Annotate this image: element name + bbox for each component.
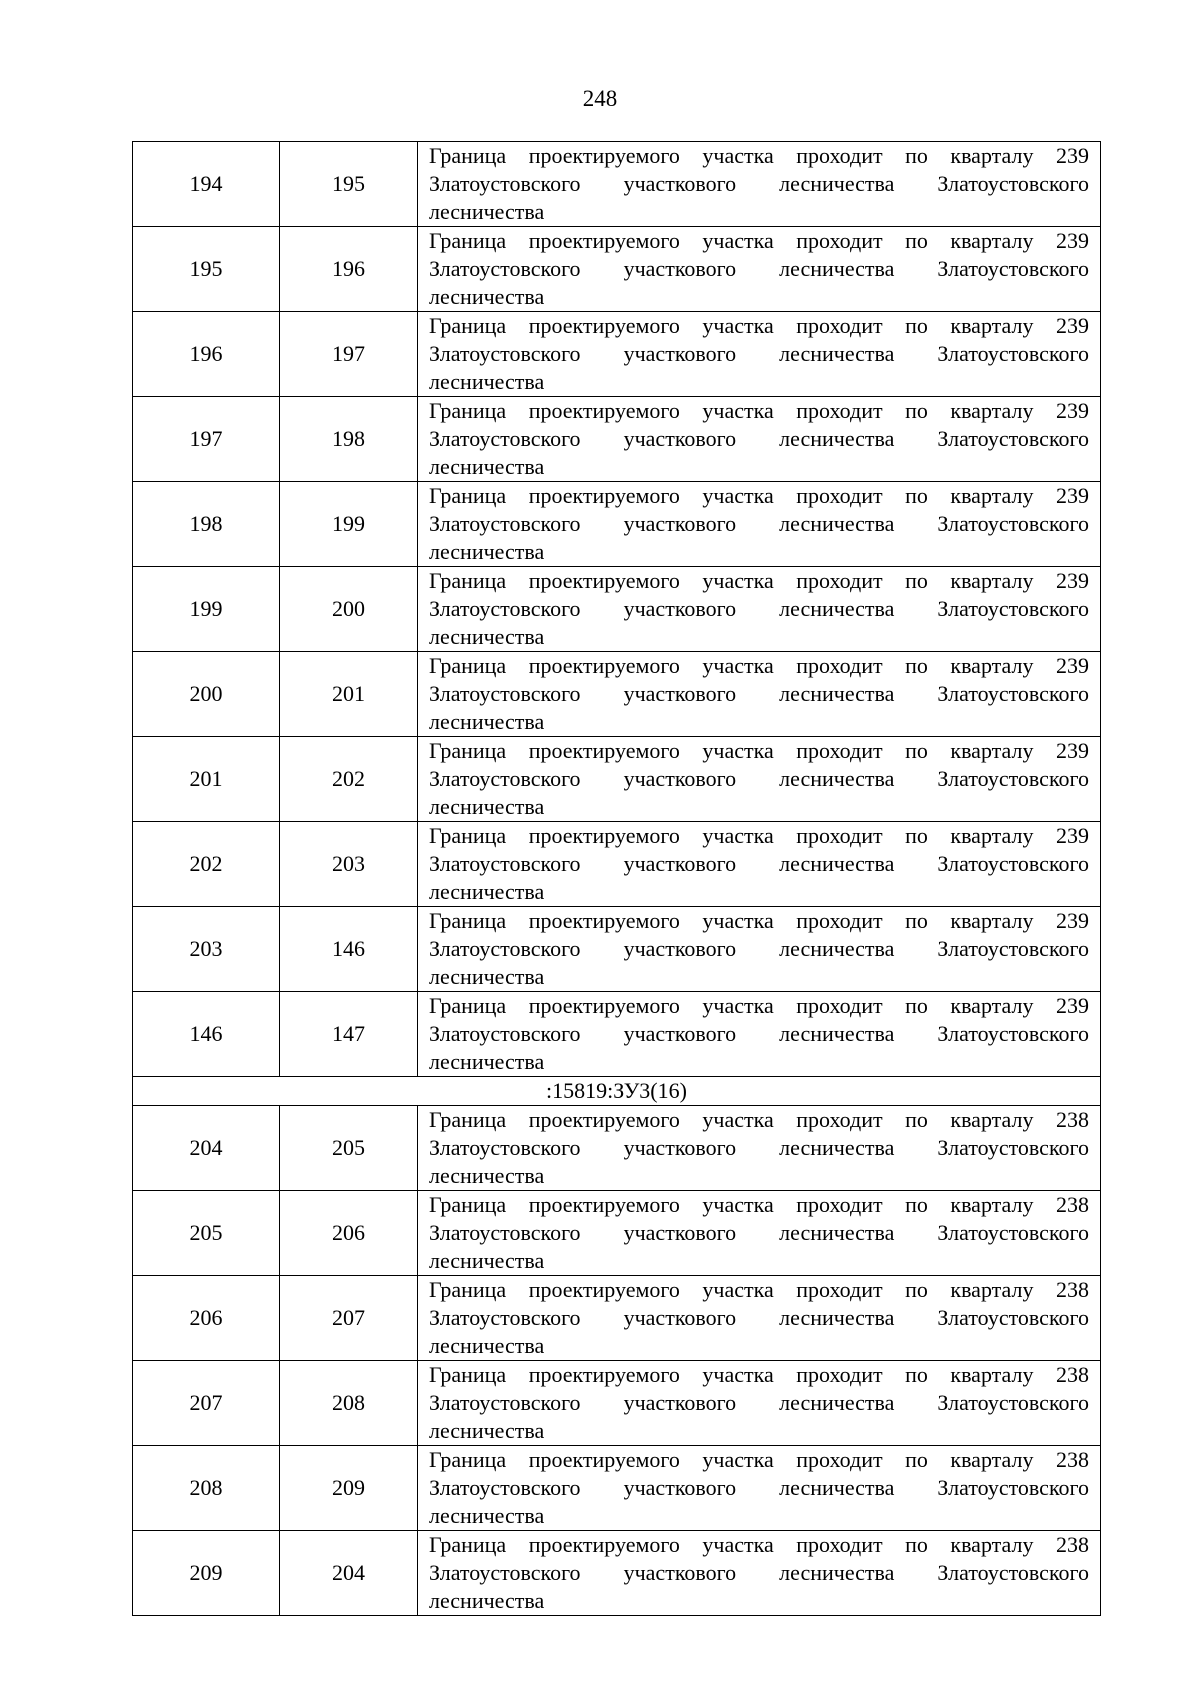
description-cell: Граница проектируемого участка проходит по кварталу 239 Златоустовского участкового лесничества Златоустовского лесничества xyxy=(418,142,1101,227)
page-number: 248 xyxy=(582,86,618,111)
to-point-cell: 208 xyxy=(280,1361,418,1446)
from-point-cell: 203 xyxy=(133,907,280,992)
boundary-table-body xyxy=(133,142,1101,1616)
description-cell: Граница проектируемого участка проходит по кварталу 239 Златоустовского участкового лесничества Златоустовского лесничества xyxy=(418,312,1101,397)
description-cell: Граница проектируемого участка проходит по кварталу 239 Златоустовского участкового лесничества Златоустовского лесничества xyxy=(418,822,1101,907)
description-cell: Граница проектируемого участка проходит по кварталу 239 Златоустовского участкового лесничества Златоустовского лесничества xyxy=(418,397,1101,482)
table-row xyxy=(133,397,1101,482)
from-point-cell: 201 xyxy=(133,737,280,822)
from-point-cell: 207 xyxy=(133,1361,280,1446)
to-point-cell: 205 xyxy=(280,1106,418,1191)
to-point-cell: 203 xyxy=(280,822,418,907)
description-cell: Граница проектируемого участка проходит по кварталу 239 Златоустовского участкового лесничества Златоустовского лесничества xyxy=(418,567,1101,652)
table-row xyxy=(133,227,1101,312)
from-point-cell: 197 xyxy=(133,397,280,482)
from-point-cell: 202 xyxy=(133,822,280,907)
table-row xyxy=(133,992,1101,1077)
from-point-cell: 200 xyxy=(133,652,280,737)
from-point-cell: 194 xyxy=(133,142,280,227)
table-row xyxy=(133,907,1101,992)
from-point-cell: 146 xyxy=(133,992,280,1077)
table-row xyxy=(133,1191,1101,1276)
description-cell: Граница проектируемого участка проходит по кварталу 238 Златоустовского участкового лесничества Златоустовского лесничества xyxy=(418,1191,1101,1276)
table-row xyxy=(133,567,1101,652)
to-point-cell: 201 xyxy=(280,652,418,737)
to-point-cell: 206 xyxy=(280,1191,418,1276)
to-point-cell: 209 xyxy=(280,1446,418,1531)
table-row xyxy=(133,312,1101,397)
description-cell: Граница проектируемого участка проходит по кварталу 239 Златоустовского участкового лесничества Златоустовского лесничества xyxy=(418,907,1101,992)
from-point-cell: 204 xyxy=(133,1106,280,1191)
to-point-cell: 207 xyxy=(280,1276,418,1361)
from-point-cell: 206 xyxy=(133,1276,280,1361)
to-point-cell: 202 xyxy=(280,737,418,822)
description-cell: Граница проектируемого участка проходит по кварталу 239 Златоустовского участкового лесничества Златоустовского лесничества xyxy=(418,227,1101,312)
to-point-cell: 147 xyxy=(280,992,418,1077)
description-cell: Граница проектируемого участка проходит по кварталу 239 Златоустовского участкового лесничества Златоустовского лесничества xyxy=(418,992,1101,1077)
from-point-cell: 208 xyxy=(133,1446,280,1531)
description-cell: Граница проектируемого участка проходит по кварталу 238 Златоустовского участкового лесничества Златоустовского лесничества xyxy=(418,1106,1101,1191)
table-row xyxy=(133,482,1101,567)
from-point-cell: 196 xyxy=(133,312,280,397)
to-point-cell: 198 xyxy=(280,397,418,482)
description-cell: Граница проектируемого участка проходит по кварталу 238 Златоустовского участкового лесничества Златоустовского лесничества xyxy=(418,1276,1101,1361)
from-point-cell: 199 xyxy=(133,567,280,652)
from-point-cell: 205 xyxy=(133,1191,280,1276)
table-row xyxy=(133,737,1101,822)
table-row xyxy=(133,1276,1101,1361)
to-point-cell: 199 xyxy=(280,482,418,567)
table-row xyxy=(133,1106,1101,1191)
table-row xyxy=(133,1446,1101,1531)
description-cell: Граница проектируемого участка проходит по кварталу 239 Златоустовского участкового лесничества Златоустовского лесничества xyxy=(418,482,1101,567)
table-row xyxy=(133,652,1101,737)
table-row xyxy=(133,1361,1101,1446)
to-point-cell: 197 xyxy=(280,312,418,397)
boundary-table xyxy=(132,141,1101,1616)
description-cell: Граница проектируемого участка проходит по кварталу 238 Златоустовского участкового лесничества Златоустовского лесничества xyxy=(418,1446,1101,1531)
description-cell: Граница проектируемого участка проходит по кварталу 238 Златоустовского участкового лесничества Златоустовского лесничества xyxy=(418,1531,1101,1616)
to-point-cell: 200 xyxy=(280,567,418,652)
to-point-cell: 196 xyxy=(280,227,418,312)
from-point-cell: 209 xyxy=(133,1531,280,1616)
from-point-cell: 198 xyxy=(133,482,280,567)
description-cell: Граница проектируемого участка проходит по кварталу 238 Златоустовского участкового лесничества Златоустовского лесничества xyxy=(418,1361,1101,1446)
description-cell: Граница проектируемого участка проходит по кварталу 239 Златоустовского участкового лесничества Златоустовского лесничества xyxy=(418,737,1101,822)
section-header-row xyxy=(133,1077,1101,1106)
to-point-cell: 146 xyxy=(280,907,418,992)
to-point-cell: 195 xyxy=(280,142,418,227)
table-row xyxy=(133,822,1101,907)
table-row xyxy=(133,142,1101,227)
to-point-cell: 204 xyxy=(280,1531,418,1616)
section-title: :15819:ЗУ3(16) xyxy=(133,1077,1101,1106)
description-cell: Граница проектируемого участка проходит по кварталу 239 Златоустовского участкового лесничества Златоустовского лесничества xyxy=(418,652,1101,737)
from-point-cell: 195 xyxy=(133,227,280,312)
table-row xyxy=(133,1531,1101,1616)
